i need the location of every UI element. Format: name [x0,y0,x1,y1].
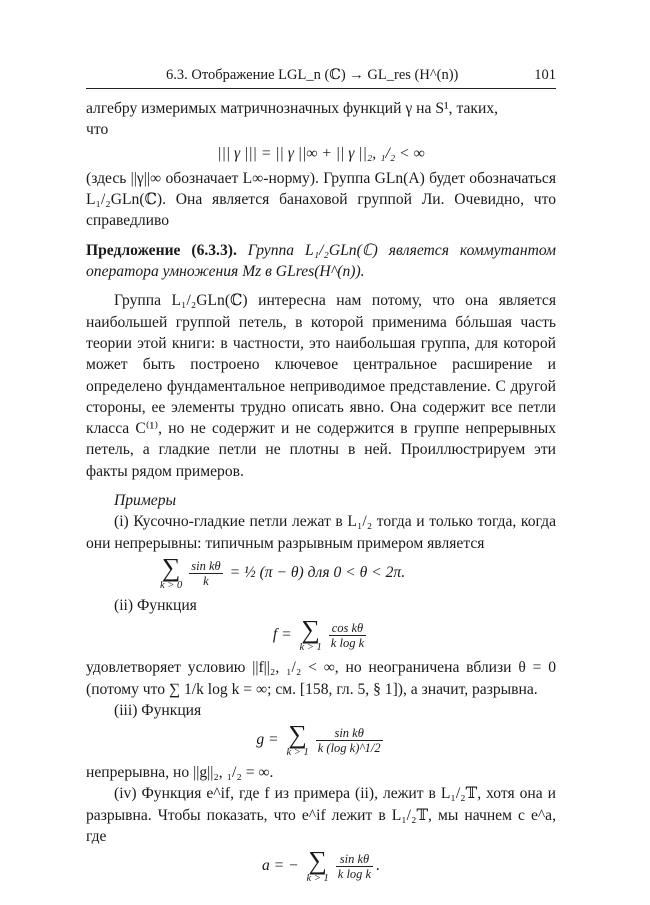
paragraph-3: Группа L₁/₂GLn(ℂ) интересна нам потому, что она является наибольшей группой петель, в которой применима бóльшая часть теории этой книги: в частности, это наибольшая группа, для которой может быть построено ключевое центральное расширение и определено фундаментальное неприводимое представление. С другой стороны, ее элементы трудно описать явно. Она содержит все петли класса C⁽¹⁾, но не содержит и не содержится в группе непрерывных петель, а гладкие петли не плотны в ней. Проиллюстрируем эти факты рядом примеров. [86,292,556,480]
fraction-denominator: k (log k)^1/2 [317,741,381,756]
formula-example-4 [86,846,556,885]
formula-lhs: f = [272,626,292,644]
formula-example-3 [86,720,556,759]
formula-example-2 [86,615,556,654]
sum-sign: ∑ k > 1 [306,846,329,885]
fraction-numerator: cos kθ [329,621,366,636]
formula-lhs: a = − [261,857,299,875]
paragraph-1-line-1: алгебру измеримых матричнозначных функций γ на S¹, таких, [86,100,499,117]
fraction-denominator: k [203,573,209,588]
formula-rest: = ½ (π − θ) для 0 < θ < 2π. [229,564,406,582]
fraction-numerator: sin kθ [336,852,373,867]
example-3-continuation: непрерывна, но ||g||₂, ₁/₂ = ∞. [86,764,274,782]
sum-limit: k > 1 [299,642,322,654]
sum-sign: ∑ k > 1 [299,615,322,654]
formula-norm: ||| γ ||| = || γ ||∞ + || γ ||₂, ₁/₂ < ∞ [217,144,425,162]
proposition-label: Предложение (6.3.3). [86,241,237,259]
fraction [316,726,383,755]
sum-limit: k > 0 [160,579,183,591]
sum-limit: k > 1 [306,873,329,885]
fraction-numerator: sin kθ [316,726,383,741]
example-2-label: (ii) Функция [114,596,197,614]
fraction-denominator: k log k [330,636,365,651]
header-rule [86,88,556,89]
example-4: (iv) Функция e^if, где f из примера (ii), лежит в L₁/₂𝕋, хотя она и разрывна. Чтобы показать, что e^if лежит в L₁/₂𝕋, мы начнем с e^a, где [86,785,556,846]
fraction [189,559,222,588]
formula-lhs: g = [256,731,279,749]
examples-title: Примеры [114,492,177,510]
page-number: 101 [534,67,556,83]
fraction [336,852,373,881]
formula-example-1 [86,552,556,591]
page-body [86,98,556,888]
paragraph-2: (здесь ||γ||∞ обозначает L∞-норму). Группа GLn(A) будет обозначаться L₁/₂GLn(ℂ). Она является банаховой группой Ли. Очевидно, что справедливо [86,169,556,230]
paragraph-1-line-2: что [86,121,109,139]
sum-limit: k > 1 [286,747,309,759]
fraction-denominator: k log k [337,867,372,882]
fraction [329,621,366,650]
example-3-label: (iii) Функция [114,701,202,719]
proposition-text: Группа L₁/₂GLn(ℂ) является коммутантом оператора умножения Mz в GLres(H^(n)). [86,241,556,281]
fraction-numerator: sin kθ [191,558,221,573]
proposition [86,240,556,283]
formula-end: . [376,857,381,875]
sum-sign: ∑ k > 1 [286,720,309,759]
example-2-continuation: удовлетворяет условию ||f||₂, ₁/₂ < ∞, но неограничена вблизи θ = 0 (потому что ∑ 1/k log k = ∞; см. [158, гл. 5, § 1]), а значит, разрывна. [86,659,556,698]
header-title: 6.3. Отображение LGL_n (ℂ) → GL_res (H^(n)) [166,67,459,83]
example-1: (i) Кусочно-гладкие петли лежат в L₁/₂ тогда и только тогда, когда они непрерывны: типичным разрывным примером является [86,513,556,552]
sum-sign: ∑ k > 0 [160,552,183,591]
